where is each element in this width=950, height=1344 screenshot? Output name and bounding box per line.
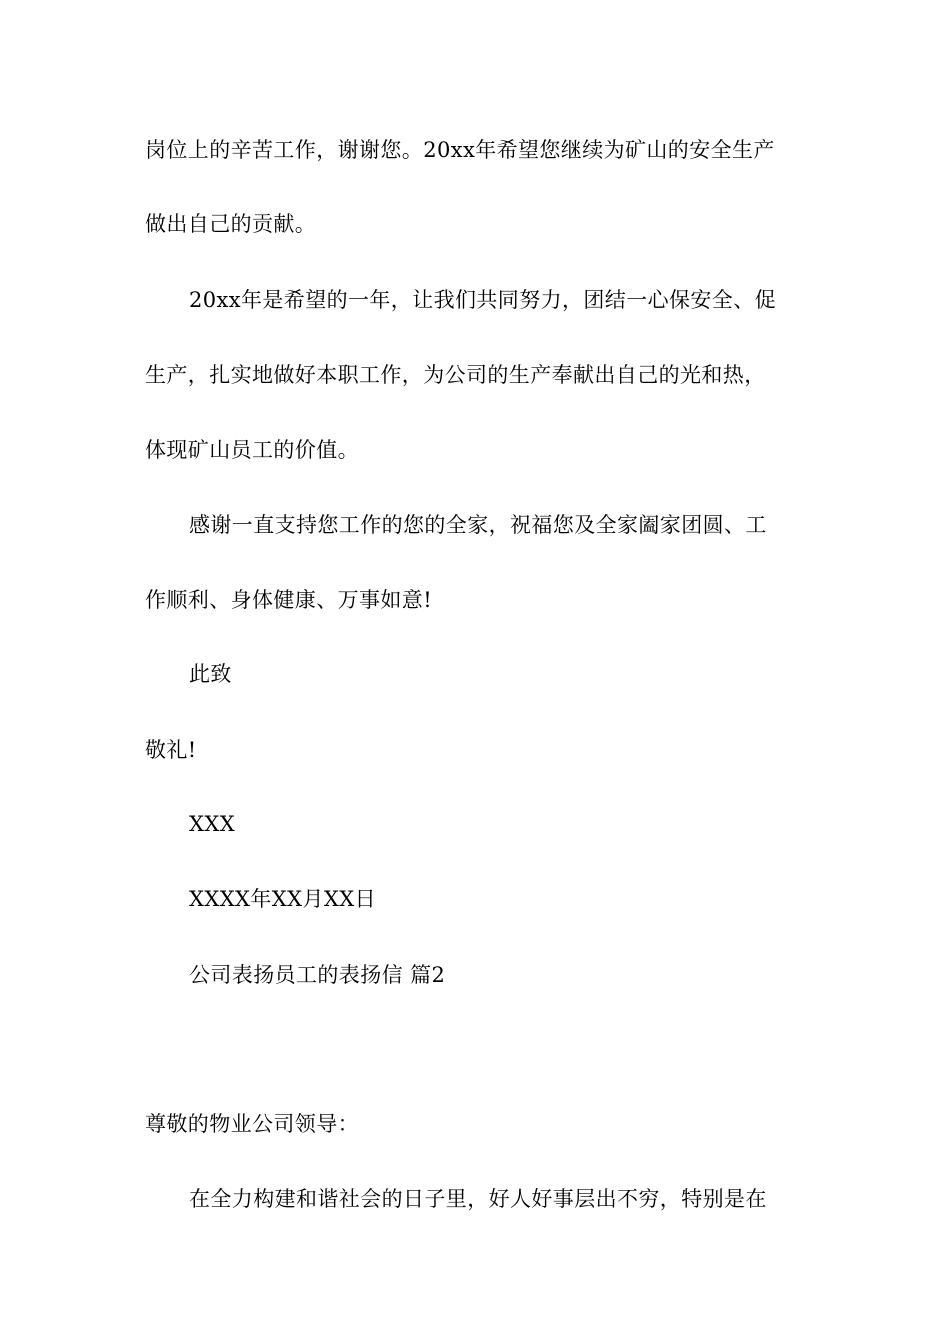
paragraph-line: 生产，扎实地做好本职工作，为公司的生产奉献出自己的光和热， bbox=[145, 363, 766, 387]
paragraph-line: 感谢一直支持您工作的您的全家，祝福您及全家阖家团圆、工 bbox=[189, 513, 767, 537]
salutation-line: 敬礼! bbox=[145, 738, 197, 762]
paragraph-line: 在全力构建和谐社会的日子里，好人好事层出不穷，特别是在 bbox=[189, 1187, 767, 1211]
paragraph-line: 做出自己的贡献。 bbox=[145, 212, 317, 236]
paragraph-line: 体现矿山员工的价值。 bbox=[145, 438, 359, 462]
paragraph-line: 作顺利、身体健康、万事如意! bbox=[145, 588, 433, 612]
date-line: XXXX年XX月XX日 bbox=[189, 887, 377, 911]
paragraph-line: 岗位上的辛苦工作，谢谢您。20xx年希望您继续为矿山的安全生产 bbox=[145, 138, 775, 162]
section-heading: 公司表扬员工的表扬信 篇2 bbox=[189, 963, 446, 987]
signature-line: XXX bbox=[189, 812, 236, 836]
paragraph-line: 20xx年是希望的一年，让我们共同努力，团结一心保安全、促 bbox=[189, 288, 777, 312]
greeting-line: 尊敬的物业公司领导： bbox=[145, 1112, 359, 1136]
closing-line: 此致 bbox=[189, 662, 232, 686]
